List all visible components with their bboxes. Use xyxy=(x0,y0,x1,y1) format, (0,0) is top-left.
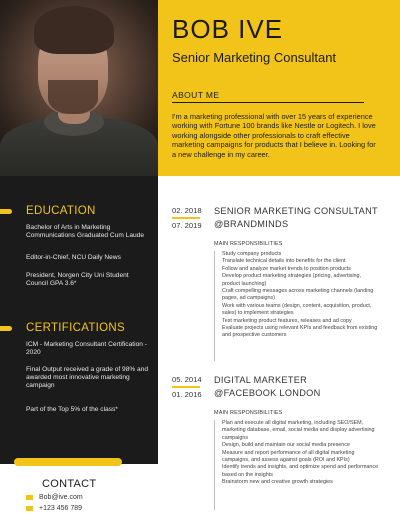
list-item: Identify trends and insights, and optimize spend and performance based on the insights xyxy=(222,464,379,478)
list-item: Measure and report performance of all digital marketing campaigns, and assess against goals (ROI and KPIs) xyxy=(222,449,355,464)
person-role: Senior Marketing Consultant xyxy=(172,50,337,65)
date-divider xyxy=(172,386,200,388)
phone-icon xyxy=(26,506,33,511)
list-item: Develop product marketing strategies (pricing, advertising, product launching) xyxy=(222,273,362,287)
email-icon xyxy=(26,495,33,500)
education-item: Bachelor of Arts in Marketing Communications Graduated Cum Laude xyxy=(26,224,145,240)
job-company: @BRANDMINDS xyxy=(214,219,289,229)
certification-item: Part of the Top 5% of the class* xyxy=(26,406,118,413)
bullet-rule xyxy=(214,251,215,361)
certification-item: ICM - Marketing Consultant Certification - 2020 xyxy=(26,341,147,357)
responsibility-list xyxy=(222,420,380,487)
education-item: Editor-in-Chief, NCU Daily News xyxy=(26,254,121,261)
job-end-date: 01. 2016 xyxy=(172,390,202,399)
education-title: EDUCATION xyxy=(26,205,96,217)
job-start-date: 02. 2018 xyxy=(172,206,202,215)
about-title: ABOUT ME xyxy=(172,90,220,100)
job-end-date: 07. 2019 xyxy=(172,221,202,230)
responsibility-list xyxy=(222,251,380,340)
list-item: Design, build and maintain our social media presence xyxy=(222,442,350,449)
responsibilities-heading: MAIN RESPONSIBILITIES xyxy=(214,241,283,247)
list-item: Follow and analyze market trends to position products xyxy=(222,265,351,272)
job-title: DIGITAL MARKETER xyxy=(214,375,308,385)
about-divider xyxy=(172,102,364,103)
list-item: Craft compelling messages across marketing channels (landing pages, ad campaigns) xyxy=(222,288,374,302)
education-item: President, Norgen City Uni Student Council GPA 3.6* xyxy=(26,272,129,288)
certifications-accent-bar xyxy=(0,326,12,331)
contact-title: CONTACT xyxy=(42,478,97,490)
list-item: Test marketing product features, releases and ad copy xyxy=(222,317,352,324)
list-item: Plan and execute all digital marketing, including SEO/SEM, marketing database, email, social media and display advertising campaigns xyxy=(222,420,375,441)
certification-item: Final Output received a grade of 98% and awarded most innovative marketing campaign xyxy=(26,366,149,390)
contact-phone[interactable]: +123 456 789 xyxy=(39,505,83,512)
person-name: BOB IVE xyxy=(172,14,284,44)
contact-phone-row xyxy=(26,505,82,512)
list-item: Evaluate projects using relevant KPIs and feedback from existing and prospective customers xyxy=(222,325,378,339)
list-item: Work with various teams (design, content, acquisition, product, sales) to implement strategies xyxy=(222,302,372,317)
about-text: I'm a marketing professional with over 15 years of experience working with Fortune 100 brands like Nestle or Logitech. I love working alongside other professionals to craft effective marketing campaigns for products that I believe in. Looking for a new challenge in my career. xyxy=(172,112,376,159)
bullet-rule xyxy=(214,420,215,510)
list-item: Study company products xyxy=(222,251,282,257)
certifications-title: CERTIFICATIONS xyxy=(26,322,125,334)
contact-accent-bar xyxy=(14,458,122,466)
job-company: @FACEBOOK LONDON xyxy=(214,388,321,398)
date-divider xyxy=(172,217,200,219)
job-start-date: 05. 2014 xyxy=(172,375,202,384)
profile-photo xyxy=(0,0,158,176)
list-item: Translate technical details into benefits for the client xyxy=(222,258,346,265)
job-title: SENIOR MARKETING CONSULTANT xyxy=(214,206,378,216)
responsibilities-heading: MAIN RESPONSIBILITIES xyxy=(214,410,283,416)
education-accent-bar xyxy=(0,209,12,214)
contact-email-row xyxy=(26,494,83,501)
list-item: Brainstorm new and creative growth strategies xyxy=(222,479,333,486)
contact-email[interactable]: Bob@ive.com xyxy=(39,494,83,501)
